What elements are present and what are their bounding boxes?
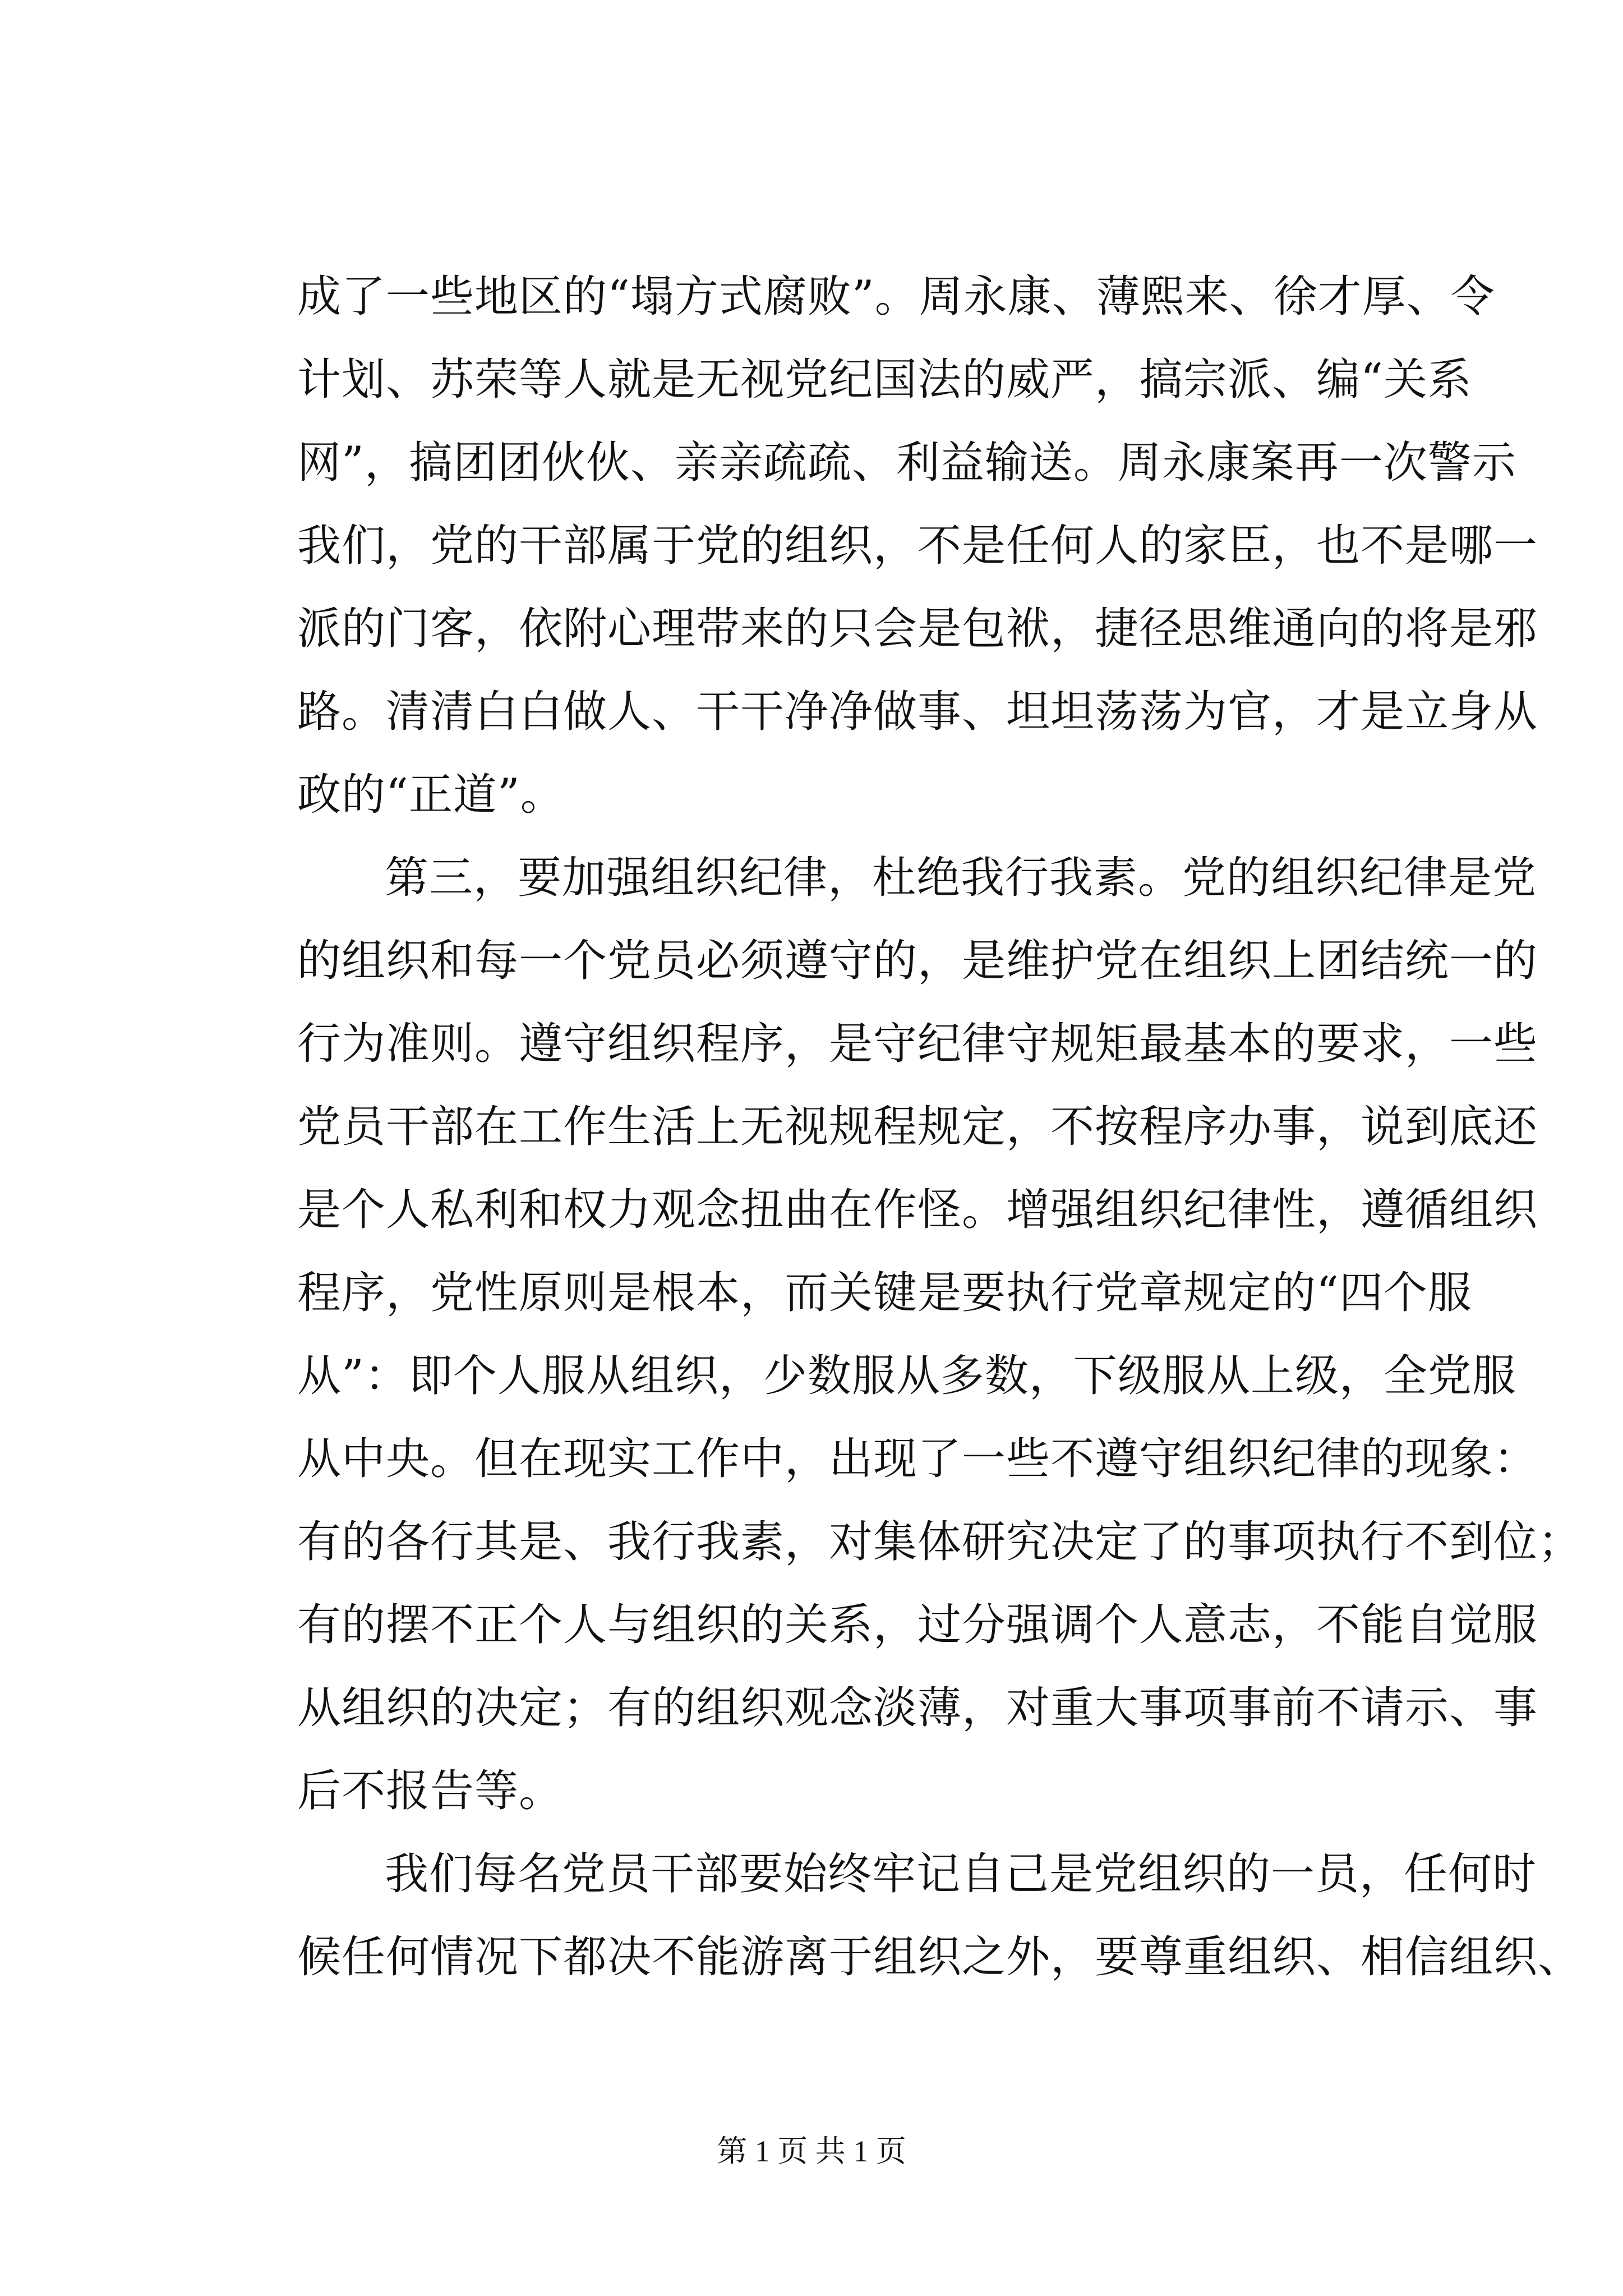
text-line: 后不报告等。 bbox=[297, 1766, 564, 1816]
paragraph bbox=[297, 255, 1538, 836]
text-line: 党员干部在工作生活上无视规程规定，不按程序办事，说到底还 bbox=[297, 1102, 1538, 1152]
text-line: 我们，党的干部属于党的组织，不是任何人的家臣，也不是哪一 bbox=[297, 521, 1538, 571]
document-body bbox=[297, 255, 1583, 1999]
text-line: 成了一些地区的“塌方式腐败”。周永康、薄熙来、徐才厚、令 bbox=[297, 272, 1495, 322]
text-line: 的组织和每一个党员必须遵守的，是维护党在组织上团结统一的 bbox=[297, 936, 1538, 986]
text-line: 派的门客，依附心理带来的只会是包袱，捷径思维通向的将是邪 bbox=[297, 604, 1538, 654]
paragraph bbox=[297, 1833, 1583, 1999]
text-line: 我们每名党员干部要始终牢记自己是党组织的一员，任何时 bbox=[385, 1849, 1537, 1899]
text-line: 候任何情况下都决不能游离于组织之外，要尊重组织、相信组织、 bbox=[297, 1932, 1583, 1982]
text-line: 网”，搞团团伙伙、亲亲疏疏、利益输送。周永康案再一次警示 bbox=[297, 438, 1516, 488]
text-line: 有的摆不正个人与组织的关系，过分强调个人意志，不能自觉服 bbox=[297, 1600, 1538, 1650]
text-line: 从组织的决定；有的组织观念淡薄，对重大事项事前不请示、事 bbox=[297, 1683, 1538, 1733]
text-line: 行为准则。遵守组织程序，是守纪律守规矩最基本的要求，一些 bbox=[297, 1019, 1538, 1069]
text-line: 路。清清白白做人、干干净净做事、坦坦荡荡为官，才是立身从 bbox=[297, 687, 1538, 737]
text-line: 是个人私利和权力观念扭曲在作怪。增强组织纪律性，遵循组织 bbox=[297, 1185, 1538, 1235]
page-number-footer: 第 1 页 共 1 页 bbox=[717, 2134, 906, 2168]
text-line: 第三，要加强组织纪律，杜绝我行我素。党的组织纪律是党 bbox=[385, 853, 1537, 903]
text-line: 政的“正道”。 bbox=[297, 770, 565, 820]
paragraph bbox=[297, 836, 1583, 1833]
text-line: 计划、苏荣等人就是无视党纪国法的威严，搞宗派、编“关系 bbox=[297, 355, 1472, 405]
text-line: 从中央。但在现实工作中，出现了一些不遵守组织纪律的现象： bbox=[297, 1434, 1538, 1484]
text-line: 程序，党性原则是根本，而关键是要执行党章规定的“四个服 bbox=[297, 1268, 1472, 1318]
text-line: 有的各行其是、我行我素，对集体研究决定了的事项执行不到位； bbox=[297, 1517, 1583, 1567]
text-line: 从”：即个人服从组织，少数服从多数，下级服从上级，全党服 bbox=[297, 1351, 1516, 1401]
